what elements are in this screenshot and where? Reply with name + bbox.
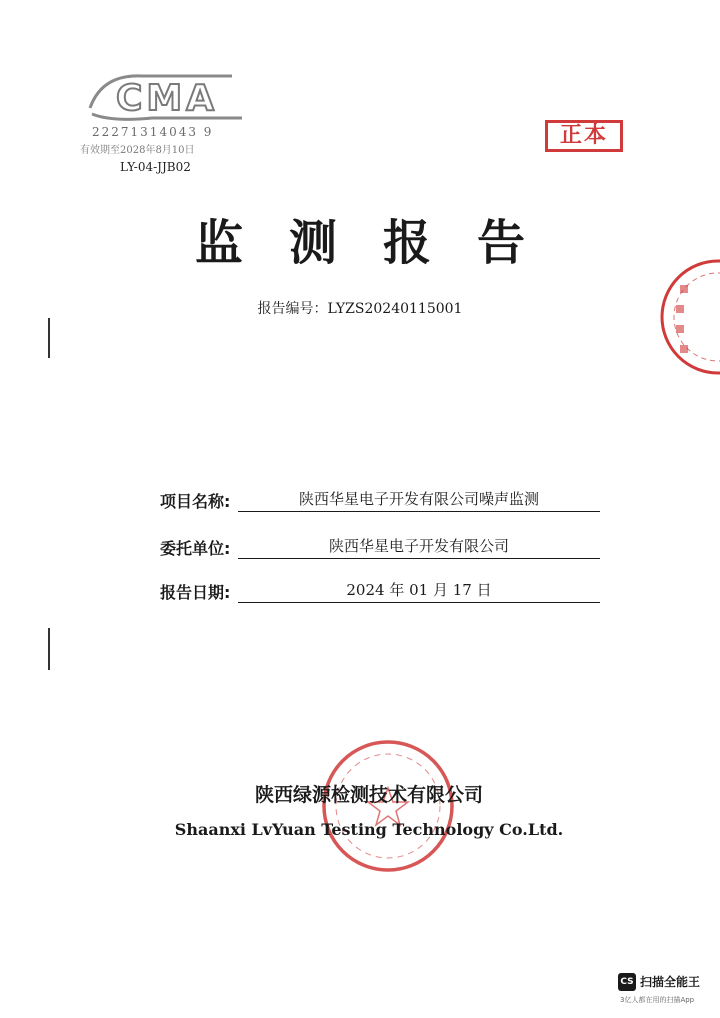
client-field [160, 536, 600, 562]
report-date-value: 2024 年 01 月 17 日 [346, 581, 492, 599]
cma-logo [82, 68, 252, 128]
document-code: LY-04-JJB02 [120, 160, 191, 174]
scanner-tagline: 3亿人都在用的扫描App [620, 996, 695, 1004]
cma-cert-number: 22271314043 9 [92, 125, 214, 139]
report-title: 监测报告 [194, 215, 571, 271]
report-date-field [160, 580, 600, 606]
report-date-underline [238, 580, 600, 603]
project-name-value: 陕西华星电子开发有限公司噪声监测 [298, 490, 539, 508]
project-name-field [160, 489, 600, 515]
cma-logo-text: CMA [115, 78, 219, 119]
scanner-app-name: 扫描全能王 [640, 975, 701, 989]
client-underline [238, 536, 600, 559]
report-number: 报告编号：LYZS20240115001 [257, 301, 463, 317]
binding-mark-top [48, 318, 50, 358]
cma-validity: 有效期至2028年8月10日 [80, 145, 195, 156]
scanner-watermark [618, 973, 718, 1013]
project-name-label: 项目名称: [160, 492, 231, 511]
edge-seal-icon [650, 255, 720, 380]
report-date-label: 报告日期: [160, 583, 231, 602]
binding-mark-bottom [48, 628, 50, 670]
client-value: 陕西华星电子开发有限公司 [328, 537, 509, 555]
scanner-logo-icon: CS [618, 973, 636, 991]
company-name-english: Shaanxi LvYuan Testing Technology Co.Ltd. [174, 820, 564, 839]
client-label: 委托单位: [160, 539, 231, 558]
original-stamp: 正本 [559, 123, 608, 148]
project-name-underline [238, 489, 600, 512]
company-name-chinese: 陕西绿源检测技术有限公司 [254, 784, 483, 806]
